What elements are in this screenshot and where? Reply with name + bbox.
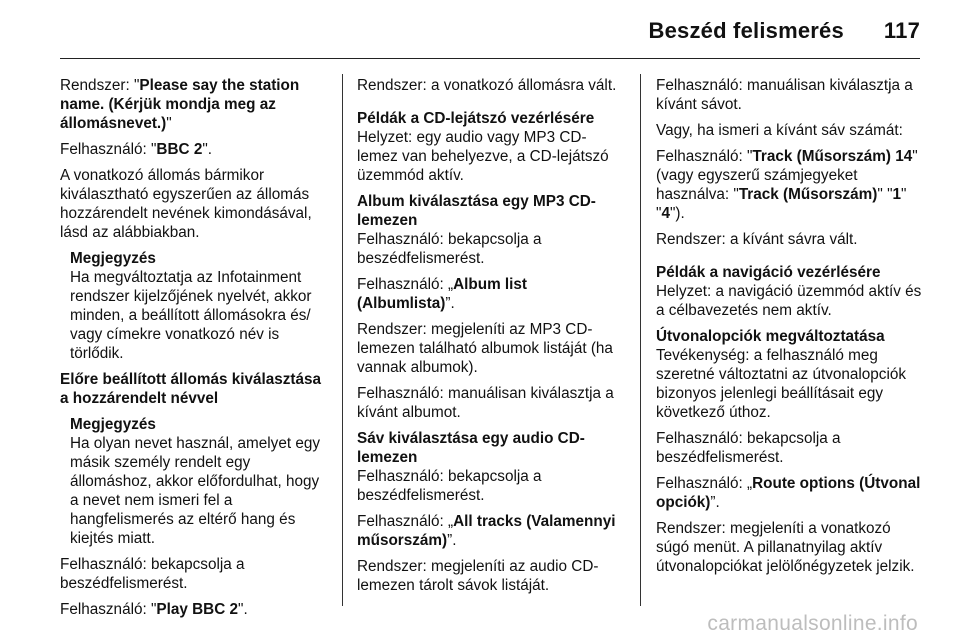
section-heading: Útvonalopciók megváltoztatása xyxy=(656,328,885,345)
paragraph: Helyzet: egy audio vagy MP3 CD-lemez van behelyezve, a CD-lejátszó üzemmód aktív. xyxy=(357,129,609,184)
watermark: carmanualsonline.info xyxy=(707,612,918,635)
section-heading: Példák a CD-lejátszó vezérlésére xyxy=(357,110,595,127)
column-1 xyxy=(60,76,328,626)
paragraph: Felhasználó: bekapcsolja a beszédfelismerést. xyxy=(357,231,542,267)
paragraph: Rendszer: megjeleníti az MP3 CD-lemezen található albumok listáját (ha vannak albumok). xyxy=(357,321,613,376)
paragraph: Helyzet: a navigáció üzemmód aktív és a célbavezetés nem aktív. xyxy=(656,283,922,319)
paragraph: Felhasználó: "Track (Műsorszám) 14" (vagy egyszerű számjegyeket használva: "Track (Műsorszám)" "1" "4"). xyxy=(656,148,918,222)
note-block xyxy=(60,415,328,548)
paragraph: Rendszer: "Please say the station name. (Kérjük mondja meg az állomásnevet.)" xyxy=(60,77,300,132)
header-title: Beszéd felismerés xyxy=(648,18,844,43)
note-heading: Megjegyzés xyxy=(70,416,156,433)
paragraph: Vagy, ha ismeri a kívánt sáv számát: xyxy=(656,122,903,139)
note-text: Ha olyan nevet használ, amelyet egy másik személy rendelt egy állomáshoz, akkor előfordulhat, hogy a nevet nem ismeri fel a hangfelismerés az eltérő hang és kiejtés miatt. xyxy=(70,435,320,547)
note-block xyxy=(60,249,328,363)
note-text: Ha megváltoztatja az Infotainment rendszer kijelzőjének nyelvét, akkor minden, a beállított állomásokra és/ vagy címekre vonatkozó név is törlődik. xyxy=(70,269,312,362)
column-divider-2 xyxy=(640,74,641,606)
paragraph: Felhasználó: bekapcsolja a beszédfelismerést. xyxy=(357,468,542,504)
paragraph: Felhasználó: "BBC 2". xyxy=(60,141,213,158)
note-heading: Megjegyzés xyxy=(70,250,156,267)
paragraph: Felhasználó: "Play BBC 2". xyxy=(60,601,248,618)
paragraph: Felhasználó: manuálisan kiválasztja a kívánt albumot. xyxy=(357,385,614,421)
paragraph: Rendszer: a kívánt sávra vált. xyxy=(656,231,858,248)
header-rule xyxy=(60,58,920,59)
section-heading: Példák a navigáció vezérlésére xyxy=(656,264,881,281)
column-divider-1 xyxy=(342,74,343,606)
paragraph: Rendszer: megjeleníti az audio CD-lemezen tárolt sávok listáját. xyxy=(357,558,599,594)
paragraph: Felhasználó: bekapcsolja a beszédfelismerést. xyxy=(656,430,841,466)
paragraph: Felhasználó: „Album list (Albumlista)”. xyxy=(357,276,528,312)
paragraph: Rendszer: a vonatkozó állomásra vált. xyxy=(357,77,617,94)
section-heading: Album kiválasztása egy MP3 CD-lemezen xyxy=(357,193,596,229)
section-heading: Előre beállított állomás kiválasztása a hozzárendelt névvel xyxy=(60,371,322,407)
paragraph: Felhasználó: bekapcsolja a beszédfelismerést. xyxy=(60,556,245,592)
paragraph: Rendszer: megjeleníti a vonatkozó súgó menüt. A pillanatnyilag aktív útvonalopciókat jelölőnégyzetek jelzik. xyxy=(656,520,915,575)
paragraph: Felhasználó: „Route options (Útvonal opciók)”. xyxy=(656,475,921,511)
paragraph: Tevékenység: a felhasználó meg szeretné változtatni az útvonalopciók bizonyos jelenlegi beállításait egy következő úthoz. xyxy=(656,347,906,421)
column-2 xyxy=(357,76,625,602)
paragraph: A vonatkozó állomás bármikor kiválasztható egyszerűen az állomás hozzárendelt nevének kimondásával, lásd az alábbiakban. xyxy=(60,167,312,241)
column-3 xyxy=(656,76,924,583)
paragraph: Felhasználó: manuálisan kiválasztja a kívánt sávot. xyxy=(656,77,913,113)
section-heading: Sáv kiválasztása egy audio CD-lemezen xyxy=(357,430,585,466)
page-header xyxy=(649,18,921,44)
page-number: 117 xyxy=(883,18,920,43)
paragraph: Felhasználó: „All tracks (Valamennyi műsorszám)”. xyxy=(357,513,616,549)
